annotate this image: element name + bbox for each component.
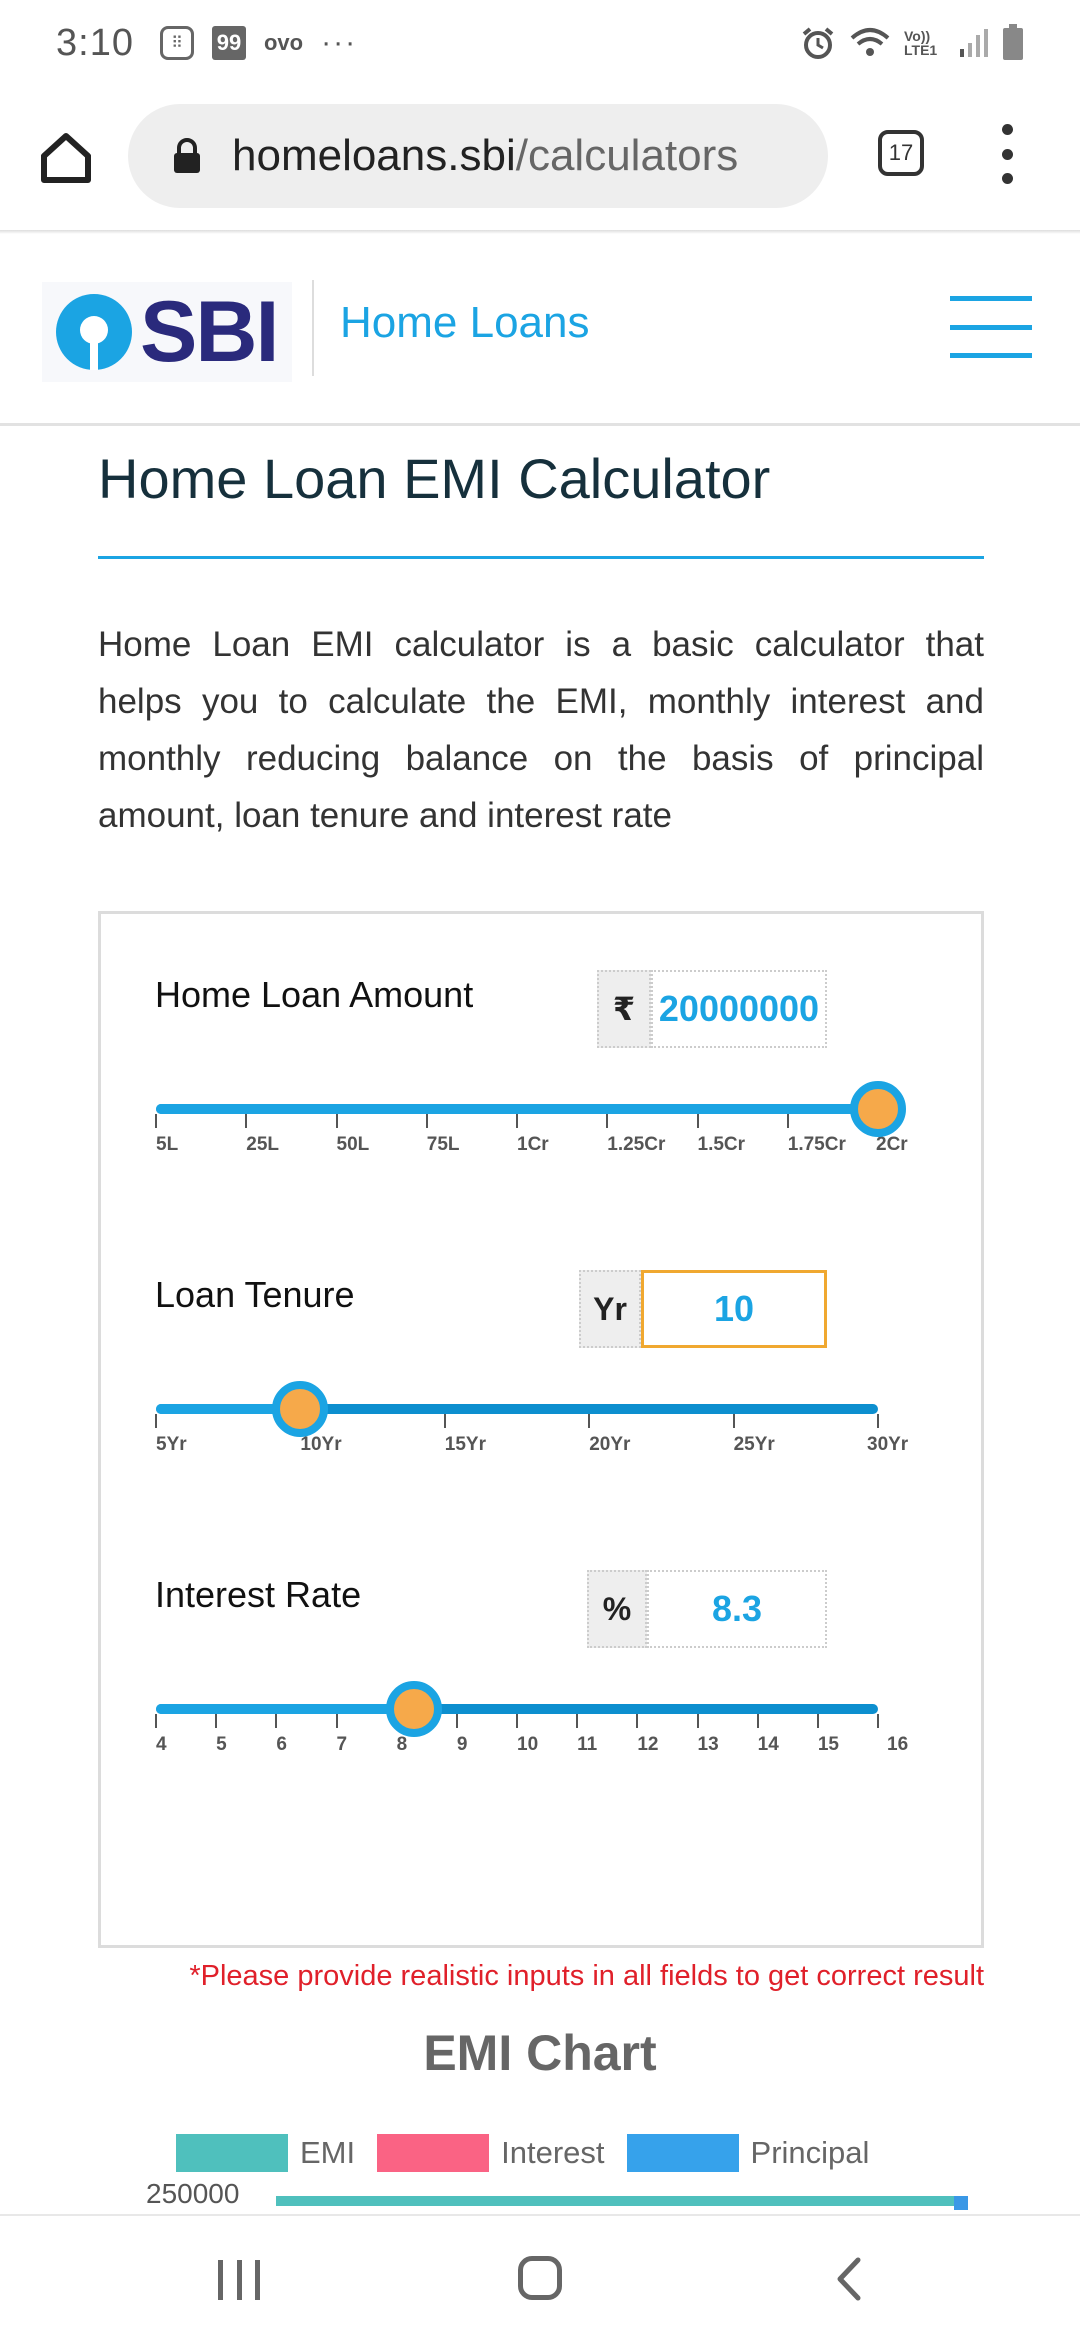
sbi-logo[interactable] [42, 282, 292, 382]
rate-tick [336, 1714, 338, 1728]
rate-tick [817, 1714, 819, 1728]
rate-tick [516, 1714, 518, 1728]
legend-label-emi: EMI [300, 2135, 356, 2170]
rate-tick-label: 6 [276, 1734, 287, 1755]
intro-text: Home Loan EMI calculator is a basic calculator that helps you to calculate the EMI, monthly interest and monthly reducing balance on the basis of principal amount, loan tenure and interest rate [98, 625, 984, 835]
rate-tick [215, 1714, 217, 1728]
tenure-tick [588, 1414, 590, 1428]
calculator-app-icon: ⠿ [160, 26, 194, 60]
loan-tenure-input[interactable]: 10 [641, 1270, 827, 1348]
chart-legend [176, 2134, 891, 2172]
network-type-label: Vo)) LTE1 [904, 28, 938, 58]
rate-tick [275, 1714, 277, 1728]
legend-swatch-emi [176, 2134, 288, 2172]
rate-tick [636, 1714, 638, 1728]
site-section-title[interactable]: Home Loans [340, 298, 590, 347]
amount-tick-label: 1.75Cr [787, 1134, 846, 1155]
amount-tick-label: 25L [246, 1134, 279, 1155]
chart-plot-area [276, 2196, 968, 2214]
legend-swatch-principal [627, 2134, 739, 2172]
notification-badge-icon: 99 [212, 26, 246, 60]
rate-tick-label: 5 [216, 1734, 227, 1755]
emi-calculator [98, 911, 984, 1948]
back-icon[interactable] [828, 2256, 872, 2302]
interest-rate-slider-handle[interactable] [386, 1681, 442, 1737]
signal-icon [958, 27, 988, 59]
rate-tick-label: 15 [817, 1734, 839, 1755]
url-host: homeloans.sbi [232, 131, 516, 180]
recents-icon[interactable] [218, 2260, 260, 2300]
sbi-logo-text: SBI [140, 283, 278, 380]
tenure-tick-label: 10Yr [300, 1434, 342, 1455]
url-text [232, 131, 738, 181]
rate-tick-label: 8 [396, 1734, 408, 1755]
rate-tick [456, 1714, 458, 1728]
status-bar [0, 0, 1080, 86]
site-header [0, 234, 1080, 426]
rate-tick-label: 10 [517, 1734, 539, 1755]
tenure-tick [444, 1414, 446, 1428]
title-divider [98, 556, 984, 559]
ovo-app-icon: ovo [263, 30, 304, 55]
more-notifications-icon: ··· [321, 26, 358, 59]
legend-item-interest[interactable] [377, 2134, 604, 2172]
rate-tick [877, 1714, 879, 1728]
chart-y-tick: 250000 [146, 2178, 240, 2209]
home-icon[interactable] [36, 128, 96, 188]
amount-tick-label: 50L [336, 1134, 370, 1155]
legend-label-interest: Interest [501, 2135, 605, 2170]
amount-tick-label: 1.25Cr [607, 1134, 666, 1155]
chart-emi-line [276, 2196, 968, 2206]
logo-divider [312, 280, 314, 376]
tenure-tick-label: 5Yr [156, 1434, 187, 1455]
rate-tick-label: 9 [456, 1734, 468, 1755]
url-path: /calculators [515, 131, 739, 180]
amount-tick [155, 1114, 157, 1128]
tenure-tick [877, 1414, 879, 1428]
amount-tick [697, 1114, 699, 1128]
year-unit: Yr [579, 1270, 641, 1348]
loan-tenure-label: Loan Tenure [155, 1274, 355, 1315]
interest-rate-input[interactable]: 8.3 [647, 1570, 827, 1648]
rate-tick [155, 1714, 157, 1728]
interest-rate-label: Interest Rate [155, 1574, 362, 1615]
chart-principal-point [954, 2196, 968, 2210]
tenure-tick-label: 20Yr [589, 1434, 631, 1455]
rate-tick-label: 14 [757, 1734, 779, 1755]
rate-tick-label: 16 [887, 1734, 909, 1755]
amount-tick [336, 1114, 338, 1128]
tenure-tick-label: 25Yr [733, 1434, 775, 1455]
emi-chart-title: EMI Chart [423, 2025, 657, 2081]
amount-tick-label: 1.5Cr [697, 1134, 746, 1155]
rate-tick [576, 1714, 578, 1728]
battery-icon [1002, 24, 1024, 62]
legend-item-emi[interactable] [176, 2134, 355, 2172]
system-home-icon[interactable] [518, 2256, 562, 2300]
interest-rate-slider[interactable] [156, 1704, 909, 1755]
rupee-unit: ₹ [597, 970, 651, 1048]
amount-tick-label: 5L [156, 1134, 179, 1155]
hamburger-menu-icon[interactable] [950, 296, 1032, 358]
rate-tick-label: 11 [577, 1734, 598, 1755]
tenure-tick [733, 1414, 735, 1428]
rate-tick [757, 1714, 759, 1728]
sbi-logo-icon [56, 294, 132, 370]
amount-tick-label: 75L [426, 1134, 460, 1155]
page-title: Home Loan EMI Calculator [98, 447, 771, 510]
loan-amount-label: Home Loan Amount [155, 974, 474, 1015]
system-nav-bar [0, 2214, 1080, 2340]
amount-tick [426, 1114, 428, 1128]
browser-toolbar [0, 86, 1080, 232]
rate-tick-label: 7 [336, 1734, 348, 1755]
amount-tick [787, 1114, 789, 1128]
amount-tick [606, 1114, 608, 1128]
lock-icon [172, 138, 202, 174]
amount-tick-label: 2Cr [876, 1134, 908, 1155]
loan-tenure-slider-handle[interactable] [272, 1381, 328, 1437]
tenure-tick-label: 30Yr [867, 1434, 909, 1455]
rate-tick [697, 1714, 699, 1728]
browser-menu-icon[interactable] [992, 124, 1022, 184]
rate-tick-label: 4 [156, 1734, 167, 1755]
status-time: 3:10 [56, 21, 134, 64]
legend-item-principal[interactable] [627, 2134, 870, 2172]
wifi-icon [850, 26, 890, 60]
amount-tick [245, 1114, 247, 1128]
loan-tenure-slider[interactable] [156, 1404, 909, 1455]
tenure-tick-label: 15Yr [444, 1434, 486, 1455]
rate-tick-label: 13 [697, 1734, 719, 1755]
amount-tick [516, 1114, 518, 1128]
loan-amount-slider-handle[interactable] [850, 1081, 906, 1137]
legend-swatch-interest [377, 2134, 489, 2172]
tab-switcher-button[interactable]: 17 [878, 130, 924, 176]
amount-tick-label: 1Cr [517, 1134, 549, 1155]
tenure-tick [155, 1414, 157, 1428]
disclaimer-text: *Please provide realistic inputs in all fields to get correct result [189, 1960, 984, 1992]
legend-label-principal: Principal [750, 2135, 870, 2170]
loan-amount-input[interactable]: 20000000 [651, 970, 827, 1048]
address-bar[interactable] [128, 104, 828, 208]
loan-amount-slider[interactable] [156, 1104, 908, 1155]
alarm-icon [800, 25, 836, 61]
rate-tick-label: 12 [637, 1734, 659, 1755]
percent-unit: % [587, 1570, 647, 1648]
